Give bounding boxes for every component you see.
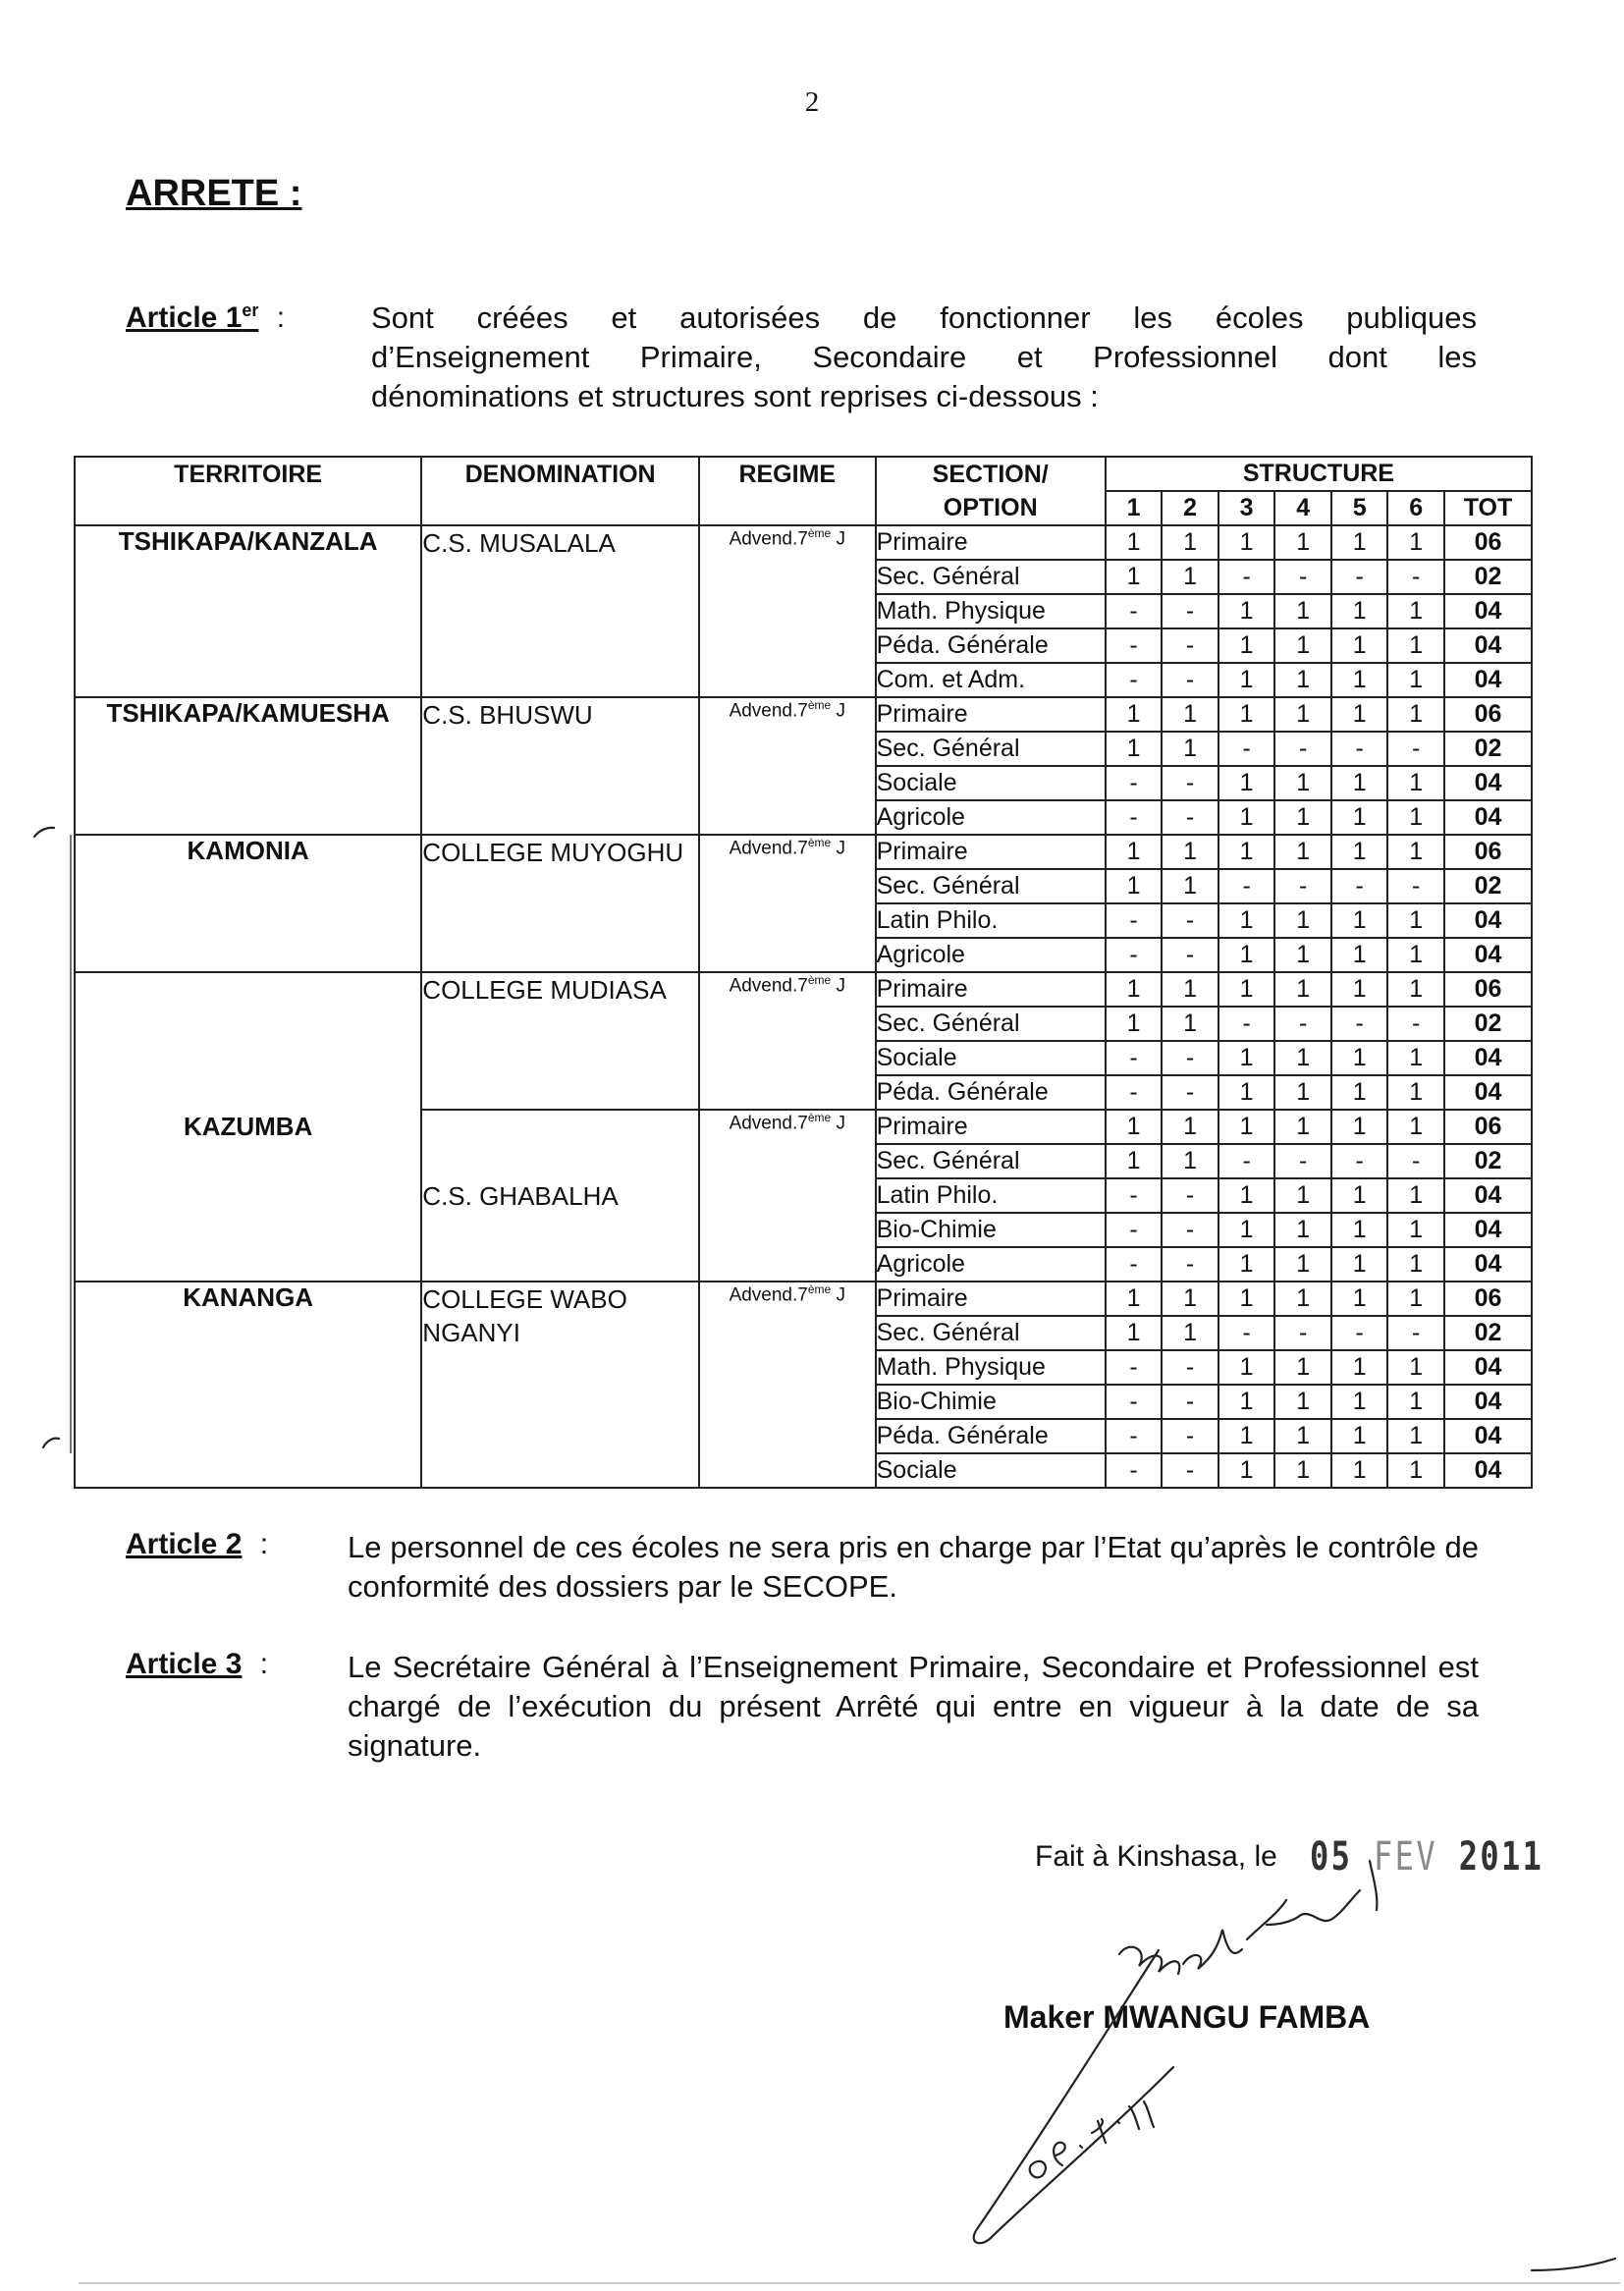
structure-cell-5: 1 xyxy=(1331,1385,1388,1419)
structure-cell-3: 1 xyxy=(1218,800,1275,835)
structure-cell-6: 1 xyxy=(1387,628,1444,663)
structure-cell-6: 1 xyxy=(1387,1350,1444,1385)
structure-cell-2: 1 xyxy=(1162,1110,1218,1144)
structure-cell-2: - xyxy=(1162,1350,1218,1385)
structure-cell-5: 1 xyxy=(1331,628,1388,663)
regime-suffix: J xyxy=(831,975,845,997)
structure-cell-3: 1 xyxy=(1218,1075,1275,1110)
structure-cell-3: - xyxy=(1218,732,1275,766)
total-cell: 04 xyxy=(1444,628,1532,663)
structure-cell-4: 1 xyxy=(1274,1213,1331,1247)
structure-cell-1: - xyxy=(1106,1213,1163,1247)
structure-cell-1: - xyxy=(1106,1075,1163,1110)
structure-cell-4: 1 xyxy=(1274,663,1331,697)
section-cell: Primaire xyxy=(876,697,1106,732)
structure-cell-6: 1 xyxy=(1387,663,1444,697)
structure-cell-5: - xyxy=(1331,1144,1388,1178)
structure-cell-3: 1 xyxy=(1218,835,1275,869)
structure-cell-5: - xyxy=(1331,1316,1388,1350)
stamp-day: 05 xyxy=(1310,1834,1353,1880)
article3-colon: : xyxy=(259,1648,269,1680)
structure-cell-6: - xyxy=(1387,560,1444,594)
structure-cell-4: 1 xyxy=(1274,938,1331,972)
header-col-1: 1 xyxy=(1106,491,1163,525)
structure-cell-2: - xyxy=(1162,594,1218,628)
section-cell: Primaire xyxy=(876,1282,1106,1316)
structure-cell-5: 1 xyxy=(1331,1213,1388,1247)
structure-cell-6: 1 xyxy=(1387,766,1444,800)
structure-cell-2: 1 xyxy=(1162,1282,1218,1316)
article2-colon: : xyxy=(259,1528,269,1560)
structure-cell-5: 1 xyxy=(1331,972,1388,1007)
structure-cell-2: - xyxy=(1162,1419,1218,1453)
section-cell: Primaire xyxy=(876,525,1106,560)
territoire-cell: KAMONIA xyxy=(75,835,421,972)
structure-cell-4: 1 xyxy=(1274,1075,1331,1110)
structure-cell-5: 1 xyxy=(1331,1453,1388,1488)
header-regime: REGIME xyxy=(699,457,876,525)
section-cell: Péda. Générale xyxy=(876,1419,1106,1453)
section-cell: Math. Physique xyxy=(876,594,1106,628)
article1-label-sup: er xyxy=(242,300,259,320)
regime-text: Advend.7 xyxy=(729,1284,808,1306)
structure-cell-4: 1 xyxy=(1274,1453,1331,1488)
header-col-6: 6 xyxy=(1387,491,1444,525)
structure-cell-5: - xyxy=(1331,869,1388,903)
structure-cell-3: 1 xyxy=(1218,594,1275,628)
regime-suffix: J xyxy=(831,1284,845,1306)
total-cell: 04 xyxy=(1444,1178,1532,1213)
article1-colon: : xyxy=(276,301,286,334)
structure-cell-1: 1 xyxy=(1106,560,1163,594)
structure-cell-6: 1 xyxy=(1387,697,1444,732)
regime-suffix: J xyxy=(831,700,845,722)
structure-cell-6: - xyxy=(1387,869,1444,903)
section-cell: Primaire xyxy=(876,1110,1106,1144)
structure-cell-3: 1 xyxy=(1218,972,1275,1007)
structure-cell-3: - xyxy=(1218,560,1275,594)
header-col-3: 3 xyxy=(1218,491,1275,525)
header-col-4: 4 xyxy=(1274,491,1331,525)
structure-cell-3: 1 xyxy=(1218,697,1275,732)
structure-cell-4: 1 xyxy=(1274,835,1331,869)
regime-sup: ème xyxy=(807,698,832,712)
structure-cell-2: - xyxy=(1162,628,1218,663)
structure-cell-4: 1 xyxy=(1274,1350,1331,1385)
structure-cell-2: 1 xyxy=(1162,732,1218,766)
structure-cell-3: 1 xyxy=(1218,1350,1275,1385)
structure-cell-3: 1 xyxy=(1218,1385,1275,1419)
section-cell: Latin Philo. xyxy=(876,903,1106,938)
header-territoire: TERRITOIRE xyxy=(75,457,421,525)
structure-cell-5: 1 xyxy=(1331,697,1388,732)
structure-cell-2: 1 xyxy=(1162,560,1218,594)
structure-cell-3: 1 xyxy=(1218,938,1275,972)
structure-cell-4: 1 xyxy=(1274,525,1331,560)
header-col-2: 2 xyxy=(1162,491,1218,525)
article1-line3: dénominations et structures sont reprises ci-dessous : xyxy=(371,379,1099,413)
structure-cell-1: - xyxy=(1106,1178,1163,1213)
structure-cell-3: 1 xyxy=(1218,1041,1275,1075)
structure-cell-4: 1 xyxy=(1274,1282,1331,1316)
structure-cell-1: - xyxy=(1106,663,1163,697)
total-cell: 06 xyxy=(1444,697,1532,732)
denomination-cell: COLLEGE WABO NGANYI xyxy=(421,1282,699,1488)
structure-cell-4: 1 xyxy=(1274,1041,1331,1075)
regime-suffix: J xyxy=(831,1113,845,1134)
header-col-5: 5 xyxy=(1331,491,1388,525)
total-cell: 04 xyxy=(1444,766,1532,800)
section-cell: Primaire xyxy=(876,972,1106,1007)
structure-cell-4: 1 xyxy=(1274,594,1331,628)
section-cell: Sociale xyxy=(876,766,1106,800)
article2-label-text: Article 2 xyxy=(126,1528,243,1560)
structure-cell-4: 1 xyxy=(1274,1247,1331,1282)
section-cell: Agricole xyxy=(876,938,1106,972)
signer-name: Maker MWANGU FAMBA xyxy=(1003,1999,1371,2035)
structure-cell-2: 1 xyxy=(1162,525,1218,560)
section-cell: Agricole xyxy=(876,1247,1106,1282)
total-cell: 04 xyxy=(1444,1419,1532,1453)
structure-cell-2: - xyxy=(1162,800,1218,835)
structure-cell-1: - xyxy=(1106,766,1163,800)
structure-cell-6: - xyxy=(1387,1007,1444,1041)
structure-cell-1: 1 xyxy=(1106,525,1163,560)
structure-cell-1: 1 xyxy=(1106,1007,1163,1041)
structure-cell-4: 1 xyxy=(1274,1419,1331,1453)
regime-sup: ème xyxy=(807,973,832,987)
article2-text: Le personnel de ces écoles ne sera pris en charge par l’Etat qu’après le contrôle de conformité des dossiers par le SECOPE. xyxy=(348,1530,1479,1604)
total-cell: 04 xyxy=(1444,1213,1532,1247)
total-cell: 04 xyxy=(1444,903,1532,938)
denomination-cell: COLLEGE MUYOGHU xyxy=(421,835,699,972)
section-cell: Latin Philo. xyxy=(876,1178,1106,1213)
structure-cell-3: 1 xyxy=(1218,663,1275,697)
structure-cell-6: 1 xyxy=(1387,1075,1444,1110)
structure-cell-1: 1 xyxy=(1106,972,1163,1007)
structure-cell-3: 1 xyxy=(1218,766,1275,800)
structure-cell-6: 1 xyxy=(1387,1247,1444,1282)
section-cell: Com. et Adm. xyxy=(876,663,1106,697)
denomination-cell: C.S. MUSALALA xyxy=(421,525,699,697)
structure-cell-3: 1 xyxy=(1218,903,1275,938)
total-cell: 04 xyxy=(1444,663,1532,697)
structure-cell-6: 1 xyxy=(1387,800,1444,835)
total-cell: 04 xyxy=(1444,1247,1532,1282)
total-cell: 06 xyxy=(1444,1110,1532,1144)
structure-cell-6: 1 xyxy=(1387,903,1444,938)
structure-cell-5: 1 xyxy=(1331,938,1388,972)
total-cell: 04 xyxy=(1444,1041,1532,1075)
structure-cell-3: 1 xyxy=(1218,1213,1275,1247)
structure-cell-5: 1 xyxy=(1331,663,1388,697)
structure-cell-2: - xyxy=(1162,903,1218,938)
article3-label-text: Article 3 xyxy=(126,1648,243,1680)
structure-cell-6: 1 xyxy=(1387,1385,1444,1419)
section-cell: Sec. Général xyxy=(876,732,1106,766)
total-cell: 04 xyxy=(1444,800,1532,835)
section-cell: Sec. Général xyxy=(876,560,1106,594)
total-cell: 04 xyxy=(1444,1453,1532,1488)
structure-cell-6: 1 xyxy=(1387,938,1444,972)
arrete-heading: ARRETE : xyxy=(126,173,302,214)
structure-cell-5: 1 xyxy=(1331,1178,1388,1213)
header-option: OPTION xyxy=(943,494,1038,521)
regime-text: Advend.7 xyxy=(729,838,808,859)
structure-cell-6: 1 xyxy=(1387,1110,1444,1144)
structure-cell-6: 1 xyxy=(1387,1419,1444,1453)
structure-cell-1: - xyxy=(1106,1247,1163,1282)
total-cell: 04 xyxy=(1444,1075,1532,1110)
structure-cell-5: 1 xyxy=(1331,766,1388,800)
section-cell: Bio-Chimie xyxy=(876,1385,1106,1419)
structure-cell-5: 1 xyxy=(1331,835,1388,869)
structure-cell-4: 1 xyxy=(1274,903,1331,938)
structure-cell-4: - xyxy=(1274,869,1331,903)
structure-cell-4: 1 xyxy=(1274,1178,1331,1213)
structure-cell-5: 1 xyxy=(1331,1075,1388,1110)
structure-cell-1: 1 xyxy=(1106,1110,1163,1144)
structure-cell-2: - xyxy=(1162,938,1218,972)
structure-cell-1: - xyxy=(1106,1385,1163,1419)
regime-sup: ème xyxy=(807,526,832,540)
structure-cell-6: 1 xyxy=(1387,972,1444,1007)
regime-text: Advend.7 xyxy=(729,528,808,550)
structure-cell-6: - xyxy=(1387,1316,1444,1350)
total-cell: 04 xyxy=(1444,938,1532,972)
structure-cell-4: - xyxy=(1274,1144,1331,1178)
structure-cell-5: - xyxy=(1331,732,1388,766)
structure-cell-3: - xyxy=(1218,1144,1275,1178)
regime-suffix: J xyxy=(831,838,845,859)
denomination-cell: COLLEGE MUDIASA xyxy=(421,972,699,1110)
total-cell: 06 xyxy=(1444,835,1532,869)
structure-cell-4: 1 xyxy=(1274,1110,1331,1144)
structure-cell-2: - xyxy=(1162,1385,1218,1419)
structure-cell-6: 1 xyxy=(1387,1453,1444,1488)
structure-cell-6: - xyxy=(1387,1144,1444,1178)
structure-cell-1: - xyxy=(1106,628,1163,663)
structure-cell-1: - xyxy=(1106,1041,1163,1075)
total-cell: 06 xyxy=(1444,972,1532,1007)
structure-cell-1: 1 xyxy=(1106,732,1163,766)
structure-cell-2: 1 xyxy=(1162,869,1218,903)
structure-cell-5: 1 xyxy=(1331,525,1388,560)
denomination-cell: C.S. BHUSWU xyxy=(421,697,699,835)
structure-cell-1: 1 xyxy=(1106,1282,1163,1316)
territoire-cell: TSHIKAPA/KANZALA xyxy=(75,525,421,697)
structure-cell-2: 1 xyxy=(1162,835,1218,869)
structure-cell-4: - xyxy=(1274,560,1331,594)
section-cell: Sec. Général xyxy=(876,1316,1106,1350)
structure-cell-2: 1 xyxy=(1162,1144,1218,1178)
structure-cell-1: 1 xyxy=(1106,1316,1163,1350)
structure-cell-3: 1 xyxy=(1218,628,1275,663)
structure-cell-4: 1 xyxy=(1274,766,1331,800)
stamp-year: 2011 xyxy=(1458,1834,1544,1880)
structure-cell-3: 1 xyxy=(1218,1178,1275,1213)
section-cell: Sec. Général xyxy=(876,1007,1106,1041)
regime-text: Advend.7 xyxy=(729,975,808,997)
total-cell: 02 xyxy=(1444,1144,1532,1178)
section-cell: Sec. Général xyxy=(876,869,1106,903)
stamp-month: FEV xyxy=(1374,1834,1438,1880)
structure-cell-2: - xyxy=(1162,663,1218,697)
structure-cell-6: - xyxy=(1387,732,1444,766)
territoire-cell: KANANGA xyxy=(75,1282,421,1488)
structure-cell-1: 1 xyxy=(1106,869,1163,903)
structure-cell-4: 1 xyxy=(1274,1385,1331,1419)
section-cell: Sec. Général xyxy=(876,1144,1106,1178)
regime-sup: ème xyxy=(807,1111,832,1124)
structure-cell-5: 1 xyxy=(1331,1350,1388,1385)
structure-cell-4: 1 xyxy=(1274,628,1331,663)
structure-cell-1: - xyxy=(1106,903,1163,938)
structure-cell-1: - xyxy=(1106,800,1163,835)
total-cell: 02 xyxy=(1444,1316,1532,1350)
structure-cell-2: 1 xyxy=(1162,1007,1218,1041)
total-cell: 02 xyxy=(1444,732,1532,766)
structure-cell-1: 1 xyxy=(1106,697,1163,732)
structure-cell-5: 1 xyxy=(1331,1110,1388,1144)
section-cell: Sociale xyxy=(876,1041,1106,1075)
section-cell: Primaire xyxy=(876,835,1106,869)
section-cell: Bio-Chimie xyxy=(876,1213,1106,1247)
regime-text: Advend.7 xyxy=(729,1113,808,1134)
regime-sup: ème xyxy=(807,1282,832,1296)
structure-cell-4: - xyxy=(1274,732,1331,766)
structure-cell-6: 1 xyxy=(1387,1041,1444,1075)
structure-cell-3: - xyxy=(1218,1007,1275,1041)
structure-cell-1: - xyxy=(1106,938,1163,972)
structure-cell-2: - xyxy=(1162,1041,1218,1075)
structure-cell-3: 1 xyxy=(1218,525,1275,560)
structure-cell-2: - xyxy=(1162,1213,1218,1247)
structure-cell-1: - xyxy=(1106,594,1163,628)
structure-cell-5: 1 xyxy=(1331,800,1388,835)
page-number: 2 xyxy=(804,86,820,118)
structure-cell-2: - xyxy=(1162,1178,1218,1213)
structure-cell-6: 1 xyxy=(1387,594,1444,628)
section-cell: Péda. Générale xyxy=(876,1075,1106,1110)
total-cell: 02 xyxy=(1444,1007,1532,1041)
structure-cell-2: - xyxy=(1162,766,1218,800)
denomination-cell: C.S. GHABALHA xyxy=(421,1110,699,1282)
total-cell: 06 xyxy=(1444,1282,1532,1316)
total-cell: 06 xyxy=(1444,525,1532,560)
structure-cell-1: - xyxy=(1106,1419,1163,1453)
header-structure: STRUCTURE xyxy=(1106,457,1532,491)
structure-cell-4: 1 xyxy=(1274,697,1331,732)
structure-cell-6: 1 xyxy=(1387,1178,1444,1213)
territoire-cell: TSHIKAPA/KAMUESHA xyxy=(75,697,421,835)
structure-cell-4: - xyxy=(1274,1316,1331,1350)
structure-cell-6: 1 xyxy=(1387,525,1444,560)
structure-cell-3: - xyxy=(1218,869,1275,903)
structure-cell-2: 1 xyxy=(1162,972,1218,1007)
structure-cell-5: - xyxy=(1331,560,1388,594)
total-cell: 02 xyxy=(1444,869,1532,903)
article1-label-text: Article 1 xyxy=(126,301,243,334)
structure-cell-3: 1 xyxy=(1218,1453,1275,1488)
structure-cell-2: - xyxy=(1162,1453,1218,1488)
header-col-tot: TOT xyxy=(1444,491,1532,525)
total-cell: 04 xyxy=(1444,594,1532,628)
article3-text: Le Secrétaire Général à l’Enseignement Primaire, Secondaire et Professionnel est chargé de l’exécution du présent Arrêté qui entre en vigueur à la date de sa signature. xyxy=(348,1650,1479,1763)
structure-cell-5: 1 xyxy=(1331,1041,1388,1075)
structure-cell-3: 1 xyxy=(1218,1247,1275,1282)
territoire-cell: KAZUMBA xyxy=(75,972,421,1282)
structure-cell-4: 1 xyxy=(1274,972,1331,1007)
structure-cell-5: 1 xyxy=(1331,1419,1388,1453)
header-section: SECTION/ xyxy=(932,461,1049,488)
regime-sup: ème xyxy=(807,836,832,849)
structure-cell-1: - xyxy=(1106,1453,1163,1488)
structure-cell-1: 1 xyxy=(1106,835,1163,869)
structure-cell-2: 1 xyxy=(1162,697,1218,732)
structure-cell-2: - xyxy=(1162,1075,1218,1110)
structure-cell-3: 1 xyxy=(1218,1110,1275,1144)
structure-cell-3: - xyxy=(1218,1316,1275,1350)
section-cell: Math. Physique xyxy=(876,1350,1106,1385)
structure-cell-4: - xyxy=(1274,1007,1331,1041)
structure-cell-5: 1 xyxy=(1331,903,1388,938)
structure-cell-5: 1 xyxy=(1331,1247,1388,1282)
structure-cell-5: - xyxy=(1331,1007,1388,1041)
structure-cell-3: 1 xyxy=(1218,1419,1275,1453)
structure-cell-3: 1 xyxy=(1218,1282,1275,1316)
section-cell: Agricole xyxy=(876,800,1106,835)
structure-cell-2: 1 xyxy=(1162,1316,1218,1350)
structure-cell-5: 1 xyxy=(1331,1282,1388,1316)
section-cell: Sociale xyxy=(876,1453,1106,1488)
structure-cell-4: 1 xyxy=(1274,800,1331,835)
structure-cell-6: 1 xyxy=(1387,835,1444,869)
article1-line2: d’Enseignement Primaire, Secondaire et Professionnel dont les xyxy=(371,340,1477,374)
structure-cell-6: 1 xyxy=(1387,1213,1444,1247)
header-denomination: DENOMINATION xyxy=(421,457,699,525)
fait-a-kinshasa: Fait à Kinshasa, le xyxy=(1035,1840,1277,1873)
total-cell: 02 xyxy=(1444,560,1532,594)
section-cell: Péda. Générale xyxy=(876,628,1106,663)
article1-line1: Sont créées et autorisées de fonctionner les écoles publiques xyxy=(371,300,1477,335)
regime-text: Advend.7 xyxy=(729,700,808,722)
structure-cell-1: 1 xyxy=(1106,1144,1163,1178)
total-cell: 04 xyxy=(1444,1385,1532,1419)
structure-cell-2: - xyxy=(1162,1247,1218,1282)
structure-cell-1: - xyxy=(1106,1350,1163,1385)
total-cell: 04 xyxy=(1444,1350,1532,1385)
structure-cell-5: 1 xyxy=(1331,594,1388,628)
structure-cell-6: 1 xyxy=(1387,1282,1444,1316)
regime-suffix: J xyxy=(831,528,845,550)
